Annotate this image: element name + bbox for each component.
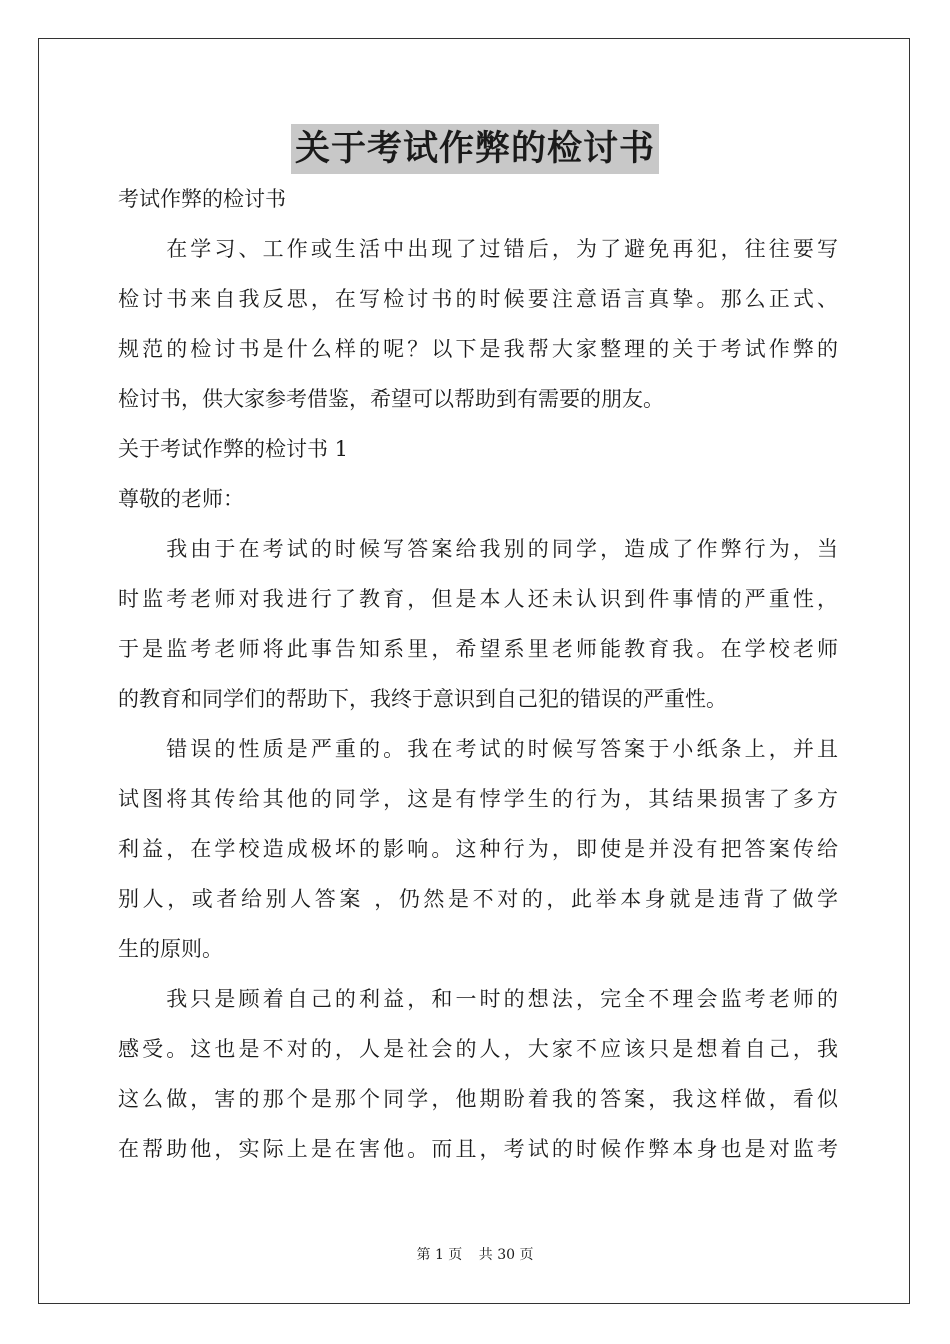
text-line: 利益，在学校造成极坏的影响。这种行为，即使是并没有把答案传给 (118, 837, 838, 861)
page-total: 共 30 页 (478, 1247, 534, 1263)
text-line: 我只是顾着自己的利益，和一时的想法，完全不理会监考老师的 (118, 987, 838, 1011)
page-number: 第 1 页 (416, 1247, 463, 1263)
text-line: 我由于在考试的时候写答案给我别的同学，造成了作弊行为，当 (118, 537, 838, 561)
text-line: 错误的性质是严重的。我在考试的时候写答案于小纸条上，并且 (118, 737, 838, 761)
text-line: 感受。这也是不对的，人是社会的人，大家不应该只是想着自己，我 (118, 1037, 838, 1061)
text-line: 检讨书，供大家参考借鉴，希望可以帮助到有需要的朋友。 (118, 387, 664, 411)
page-border (38, 38, 910, 1304)
text-line: 生的原则。 (118, 937, 223, 961)
text-line: 这么做，害的那个是那个同学，他期盼着我的答案，我这样做，看似 (118, 1087, 838, 1111)
document-title: 关于考试作弊的检讨书 (291, 124, 659, 174)
text-line: 检讨书来自我反思，在写检讨书的时候要注意语言真挚。那么正式、 (118, 287, 838, 311)
section-heading: 关于考试作弊的检讨书 1 (118, 437, 349, 461)
salutation: 尊敬的老师： (118, 487, 244, 511)
text-line: 在学习、工作或生活中出现了过错后，为了避免再犯，往往要写 (118, 237, 838, 261)
text-line: 的教育和同学们的帮助下，我终于意识到自己犯的错误的严重性。 (118, 687, 727, 711)
title-wrap (0, 124, 950, 174)
text-line: 试图将其传给其他的同学，这是有悖学生的行为，其结果损害了多方 (118, 787, 838, 811)
text-line: 在帮助他，实际上是在害他。而且，考试的时候作弊本身也是对监考 (118, 1137, 838, 1161)
text-line: 于是监考老师将此事告知系里，希望系里老师能教育我。在学校老师 (118, 637, 838, 661)
page-footer (0, 1244, 950, 1264)
text-line: 别人，或者给别人答案 ，仍然是不对的，此举本身就是违背了做学 (118, 887, 838, 911)
text-line: 考试作弊的检讨书 (118, 187, 286, 211)
text-line: 规范的检讨书是什么样的呢？以下是我帮大家整理的关于考试作弊的 (118, 337, 838, 361)
text-line: 时监考老师对我进行了教育，但是本人还未认识到件事情的严重性， (118, 587, 838, 611)
